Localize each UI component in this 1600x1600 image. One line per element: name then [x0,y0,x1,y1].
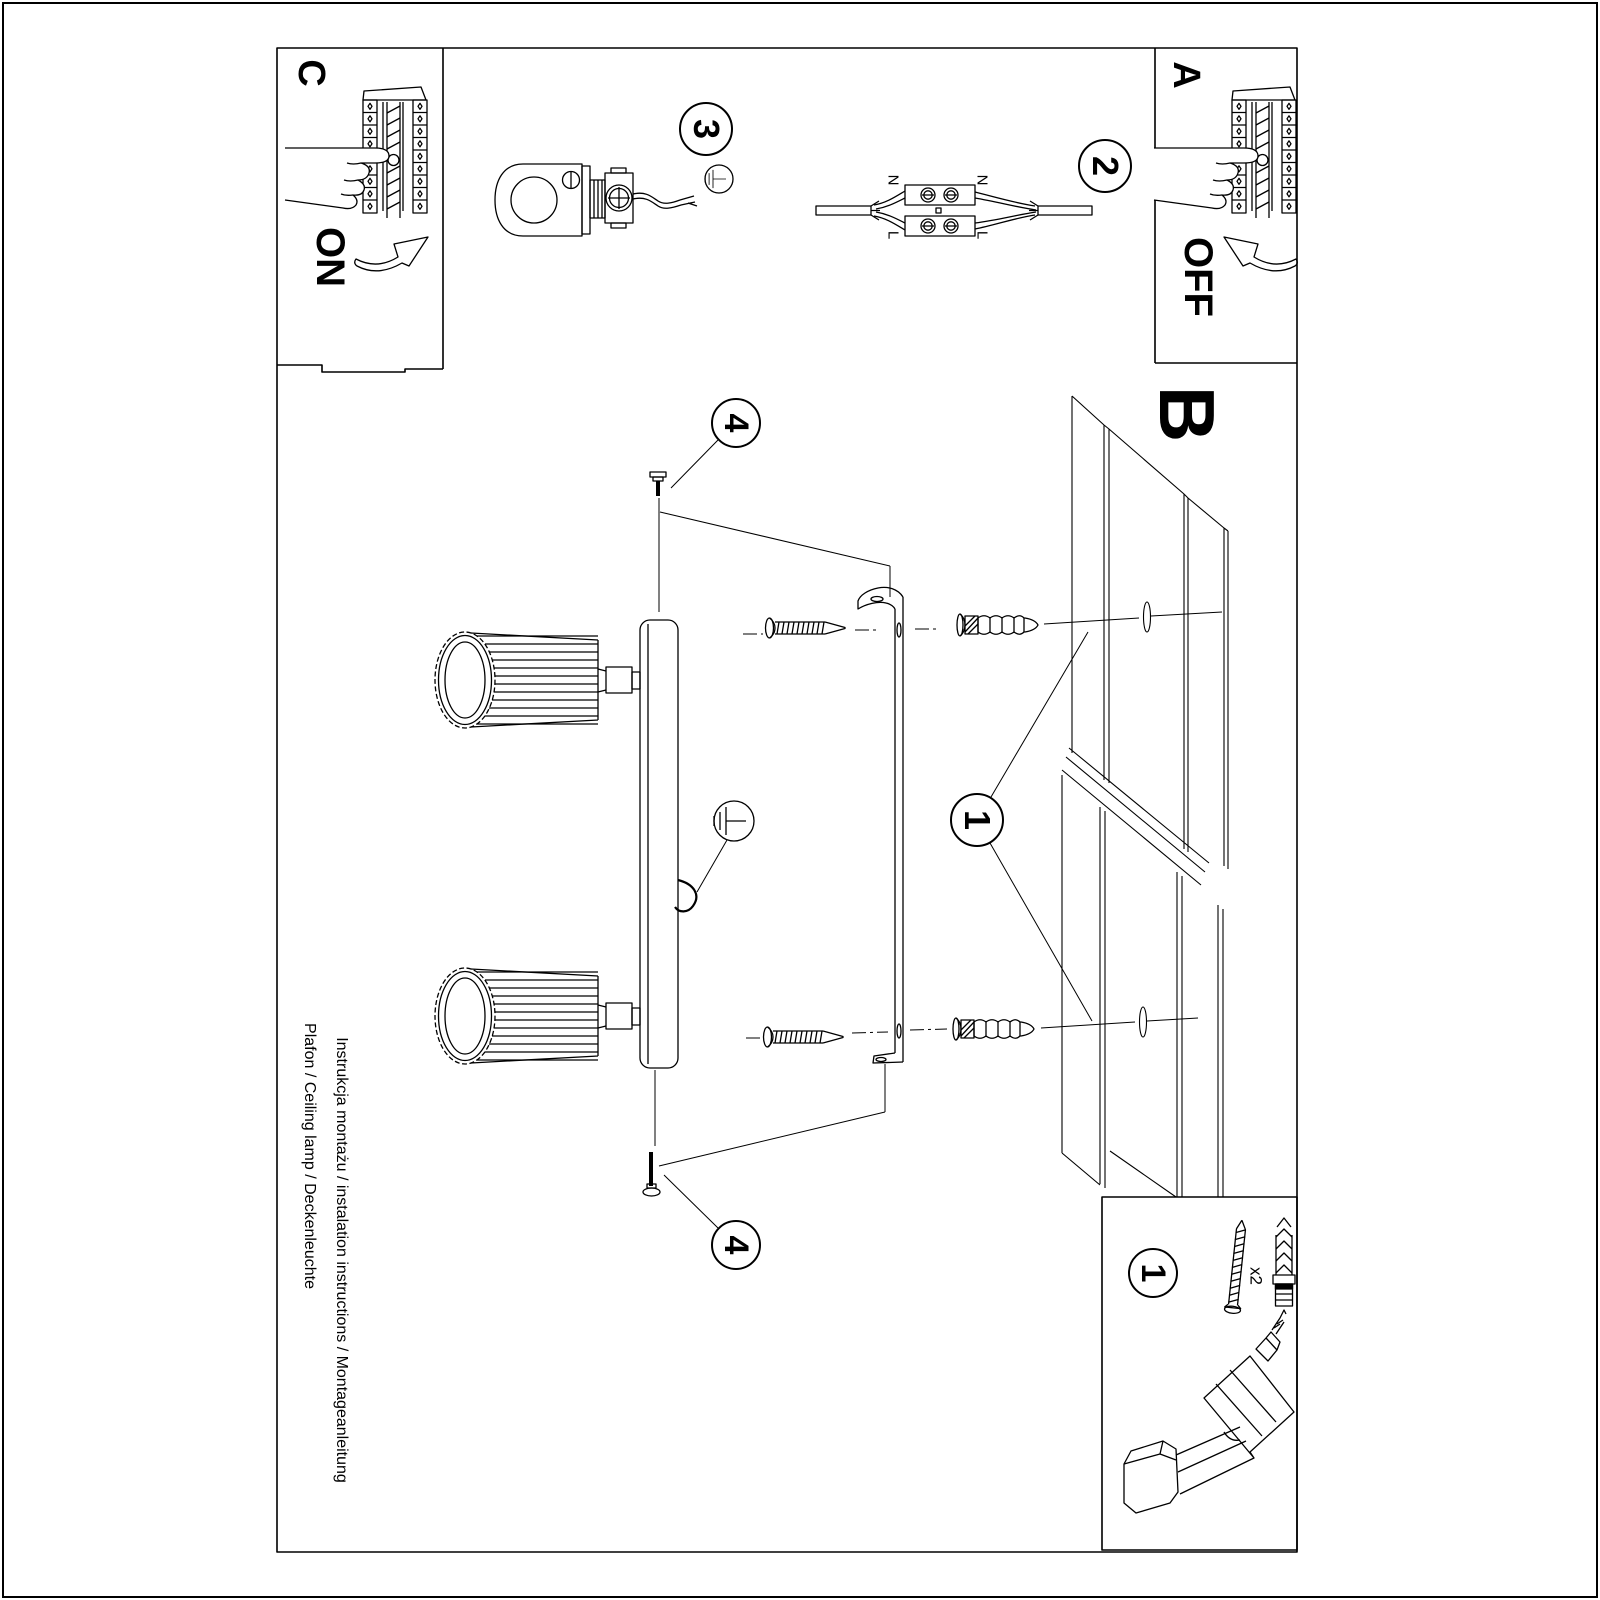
earth-ground-icon [714,801,754,841]
lamp-socket-icon [495,164,697,236]
step-4-badge-top: 4 [711,398,761,448]
section-c-box [277,48,443,372]
parts-box [1102,1197,1297,1550]
main-frame [277,48,1297,1552]
wall-plug-icon [1273,1218,1295,1306]
curved-arrow-icon [1224,237,1297,271]
lamp-shade-icon [435,632,640,1064]
footer-title-line2: Plafon / Ceiling lamp / Deckenleuchte [301,1023,318,1289]
step-3-badge: 3 [679,102,733,156]
step-1-badge: 1 [950,793,1004,847]
screw-icon [764,618,846,1047]
mounting-bracket-icon [858,587,903,1063]
earth-ground-icon [705,165,733,193]
terminal-block-icon [816,185,1092,236]
section-b-label: B [1143,385,1231,443]
neutral-label: N [884,174,902,186]
curved-arrow-icon [355,237,428,271]
live-label: L [884,230,902,240]
mounting-plate-icon [640,620,696,1068]
switch-off-label: OFF [1176,237,1220,317]
footer-title-line1: Instrukcja montażu / instalation instructions / Montageanleitung [333,1037,350,1483]
ceiling-panels-icon [1062,396,1228,1197]
switch-on-label: ON [308,227,352,287]
step-2-badge: 2 [1078,139,1132,193]
live-label: L [973,230,991,240]
drill-icon [1124,1310,1294,1513]
neutral-label: N [973,174,991,186]
step-4-badge-bottom: 4 [711,1220,761,1270]
parts-step-1-badge: 1 [1128,1248,1178,1298]
quantity-label: x2 [1246,1267,1266,1285]
section-a-label: A [1165,61,1207,89]
section-c-label: C [290,59,332,87]
